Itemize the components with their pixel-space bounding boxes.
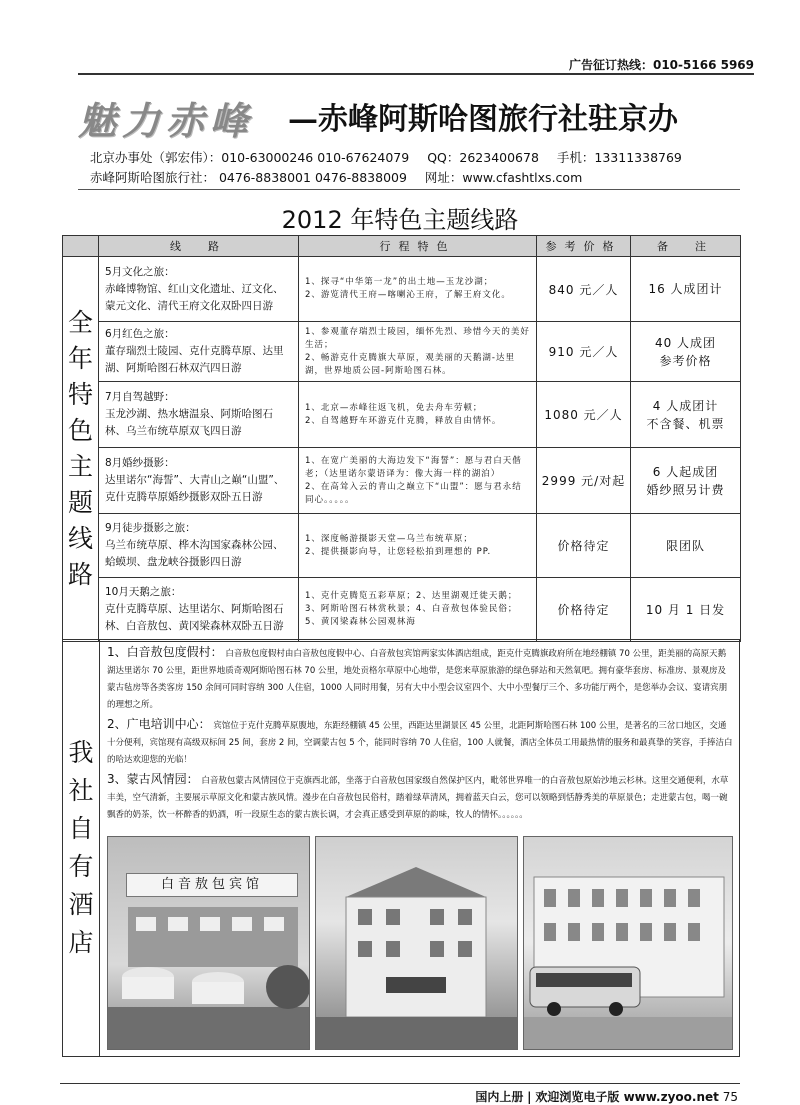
hotel-heading: 3、蒙古风情园： xyxy=(107,772,199,786)
routes-table xyxy=(62,235,741,642)
footer-separator: | xyxy=(527,1090,532,1104)
hotels-section xyxy=(62,639,740,1057)
features-cell: 1、深度畅游摄影天堂—乌兰布统草原； 2、提供摄影向导，让您轻松拍到理想的 PP. xyxy=(299,514,537,578)
footer-ebook-link[interactable]: 欢迎浏览电子版 www.zyoo.net xyxy=(535,1090,719,1104)
brand-logo-text: 魅力赤峰 xyxy=(78,98,255,143)
ad-hotline: 广告征订热线：010-5166 5969 xyxy=(568,58,754,72)
header-route: 线 路 xyxy=(99,236,299,257)
contact-row-1 xyxy=(90,148,696,166)
features-cell: 1、克什克腾览五彩草原；2、达里湖观迁徙天鹅；3、阿斯哈图石林赏秋景；4、白音敖包体验民俗；5、黄冈梁森林公园观林海 xyxy=(299,578,537,642)
banner-subtitle: —赤峰阿斯哈图旅行社驻京办 xyxy=(288,102,678,137)
note-cell: 限团队 xyxy=(631,514,741,578)
price-cell: 2999 元/对起 xyxy=(537,448,631,514)
hotel-item xyxy=(107,644,733,714)
note-cell: 10 月 1 日发 xyxy=(631,578,741,642)
footer-rule xyxy=(60,1083,740,1084)
page-number: 75 xyxy=(722,1090,738,1104)
hotels-side-label-text: 我 社 自 有 酒 店 xyxy=(68,738,94,957)
features-cell: 1、北京—赤峰往返飞机，免去舟车劳顿； 2、自驾越野车环游克什克腾，释放自由情怀。 xyxy=(299,382,537,448)
header-blank xyxy=(63,236,99,257)
hotel-sign: 白音敖包宾馆 xyxy=(126,873,298,897)
table-header-row xyxy=(63,236,741,257)
hotel-item xyxy=(107,771,733,824)
hotel-photos xyxy=(107,836,733,1050)
photo-hotel-bus-illustration xyxy=(524,837,733,1050)
route-cell: 10月天鹅之旅： 克什克腾草原、达里诺尔、阿斯哈图石林、白音敖包、黄冈梁森林双卧五日游 xyxy=(99,578,299,642)
hotel-body: 白音敖包度假村由白音敖包度假中心、白音敖包宾馆两家实体酒店组成，距克什克腾旗政府所在地经棚镇 70 公里，距美丽的高原天鹅湖达里诺尔 70 公里，距世界地质奇观阿斯哈图石林 70 公里，地处贡格尔草原中心地带，是您来草原旅游的绿色驿站和天然氧吧。拥有豪华套房、标准房、景观房及蒙古毡房等各类客房 150 余间可同时容纳 300 人住宿，1000 人同时用餐，另有大中小型会议室四个、大中小型餐厅三个、多功能厅两个，是您举办会议、宴请宾朋的理想之所。 xyxy=(107,649,728,710)
website-link[interactable]: 网址：www.cfashtlxs.com xyxy=(424,170,583,185)
banner xyxy=(78,90,718,143)
header-note: 备 注 xyxy=(631,236,741,257)
hotel-body: 白音敖包蒙古风情园位于克旗西北部，坐落于白音敖包国家级自然保护区内，毗邻世界唯一的白音敖包原始沙地云杉林。这里交通便利，水草丰美，空气清新，主要展示草原文化和蒙古族风情。漫步在白音敖包民俗村，踏着绿草清风，拥着蓝天白云，您可以领略到恬静秀美的草原景色；走进蒙古包，喝一碗飘香的奶茶，饮一杯醉香的奶酒，听一段原生态的蒙古族长调，才会真正感受到草原的韵味，牧人的情怀。。。。。。 xyxy=(107,776,729,820)
header-features: 行程特色 xyxy=(299,236,537,257)
agency-phone: 赤峰阿斯哈图旅行社： 0476-8838001 0476-8838009 xyxy=(90,170,407,185)
price-cell: 910 元／人 xyxy=(537,322,631,382)
route-cell: 7月自驾越野： 玉龙沙湖、热水塘温泉、阿斯哈图石林、乌兰布统草原双飞四日游 xyxy=(99,382,299,448)
note-cell: 40 人成团 参考价格 xyxy=(631,322,741,382)
qq-number: QQ：2623400678 xyxy=(427,150,539,165)
price-cell: 1080 元／人 xyxy=(537,382,631,448)
price-cell: 价格待定 xyxy=(537,578,631,642)
photo-yurts-illustration xyxy=(108,837,310,1050)
divider xyxy=(78,189,740,190)
page-title: 2012 年特色主题线路 xyxy=(281,206,519,234)
photo-training-center xyxy=(315,836,518,1050)
hotel-heading: 2、广电培训中心： xyxy=(107,717,211,731)
top-bar xyxy=(0,0,800,76)
features-cell: 1、探寻“中华第一龙”的出土地—玉龙沙湖； 2、游览清代王府—喀喇沁王府，了解王府文化。 xyxy=(299,257,537,322)
photo-mongolian-park xyxy=(523,836,733,1050)
price-cell: 价格待定 xyxy=(537,514,631,578)
features-cell: 1、在宽广美丽的大海边发下“海誓”：愿与君白天偕老；（达里诺尔蒙语译为：像大海一样的湖泊） 2、在高耸入云的青山之巅立下“山盟”：愿与君永结同心。。。。。 xyxy=(299,448,537,514)
photo-baiyin-aobao-hotel xyxy=(107,836,310,1050)
top-rule xyxy=(78,73,754,75)
route-cell: 5月文化之旅： 赤峰博物馆、红山文化遗址、辽文化、蒙元文化、清代王府文化双卧四日游 xyxy=(99,257,299,322)
note-cell: 6 人起成团 婚纱照另计费 xyxy=(631,448,741,514)
side-label-text: 全 年 特 色 主 题 线 路 xyxy=(67,308,93,589)
table-row xyxy=(63,578,741,642)
note-cell: 4 人成团计 不含餐、机票 xyxy=(631,382,741,448)
note-cell: 16 人成团计 xyxy=(631,257,741,322)
mobile-number: 手机：13311338769 xyxy=(556,150,682,165)
beijing-office-phone: 北京办事处（郭宏伟）：010-63000246 010-67624079 xyxy=(90,150,410,165)
hotels-side-label xyxy=(63,640,100,1056)
table-row xyxy=(63,257,741,322)
footer xyxy=(475,1088,738,1105)
hotels-description xyxy=(107,644,733,826)
hotel-heading: 1、白音敖包度假村： xyxy=(107,645,223,659)
photo-building-illustration xyxy=(316,837,518,1050)
route-cell: 9月徒步摄影之旅： 乌兰布统草原、桦木沟国家森林公园、蛤蟆坝、盘龙峡谷摄影四日游 xyxy=(99,514,299,578)
table-row xyxy=(63,382,741,448)
contact-row-2 xyxy=(90,168,596,186)
features-cell: 1、参观董存瑞烈士陵园，缅怀先烈、珍惜今天的美好生活； 2、畅游克什克腾旗大草原，观美丽的天鹅湖-达里湖，世界地质公园-阿斯哈图石林。 xyxy=(299,322,537,382)
price-cell: 840 元／人 xyxy=(537,257,631,322)
header-price: 参考价格 xyxy=(537,236,631,257)
routes-side-label xyxy=(63,257,99,642)
table-row xyxy=(63,514,741,578)
footer-volume: 国内上册 xyxy=(475,1090,524,1104)
hotel-body: 宾馆位于克什克腾草原腹地，东距经棚镇 45 公里，西距达里湖景区 45 公里，北距阿斯哈图石林 100 公里，是著名的三岔口地区，交通十分便利，宾馆现有高级双标间 25 间，套房 2 间，空调蒙古包 5 个，能同时容纳 70 人住宿，100 人就餐，酒店全体员工用最热情的服务和最真挚的笑容，手捧洁白的哈达欢迎您的光临！ xyxy=(107,721,733,765)
table-row xyxy=(63,322,741,382)
table-row xyxy=(63,448,741,514)
hotel-item xyxy=(107,716,733,769)
route-cell: 6月红色之旅： 董存瑞烈士陵园、克什克腾草原、达里湖、阿斯哈图石林双汽四日游 xyxy=(99,322,299,382)
route-cell: 8月婚纱摄影： 达里诺尔“海誓”、大青山之巅“山盟”、克什克腾草原婚纱摄影双卧五日游 xyxy=(99,448,299,514)
